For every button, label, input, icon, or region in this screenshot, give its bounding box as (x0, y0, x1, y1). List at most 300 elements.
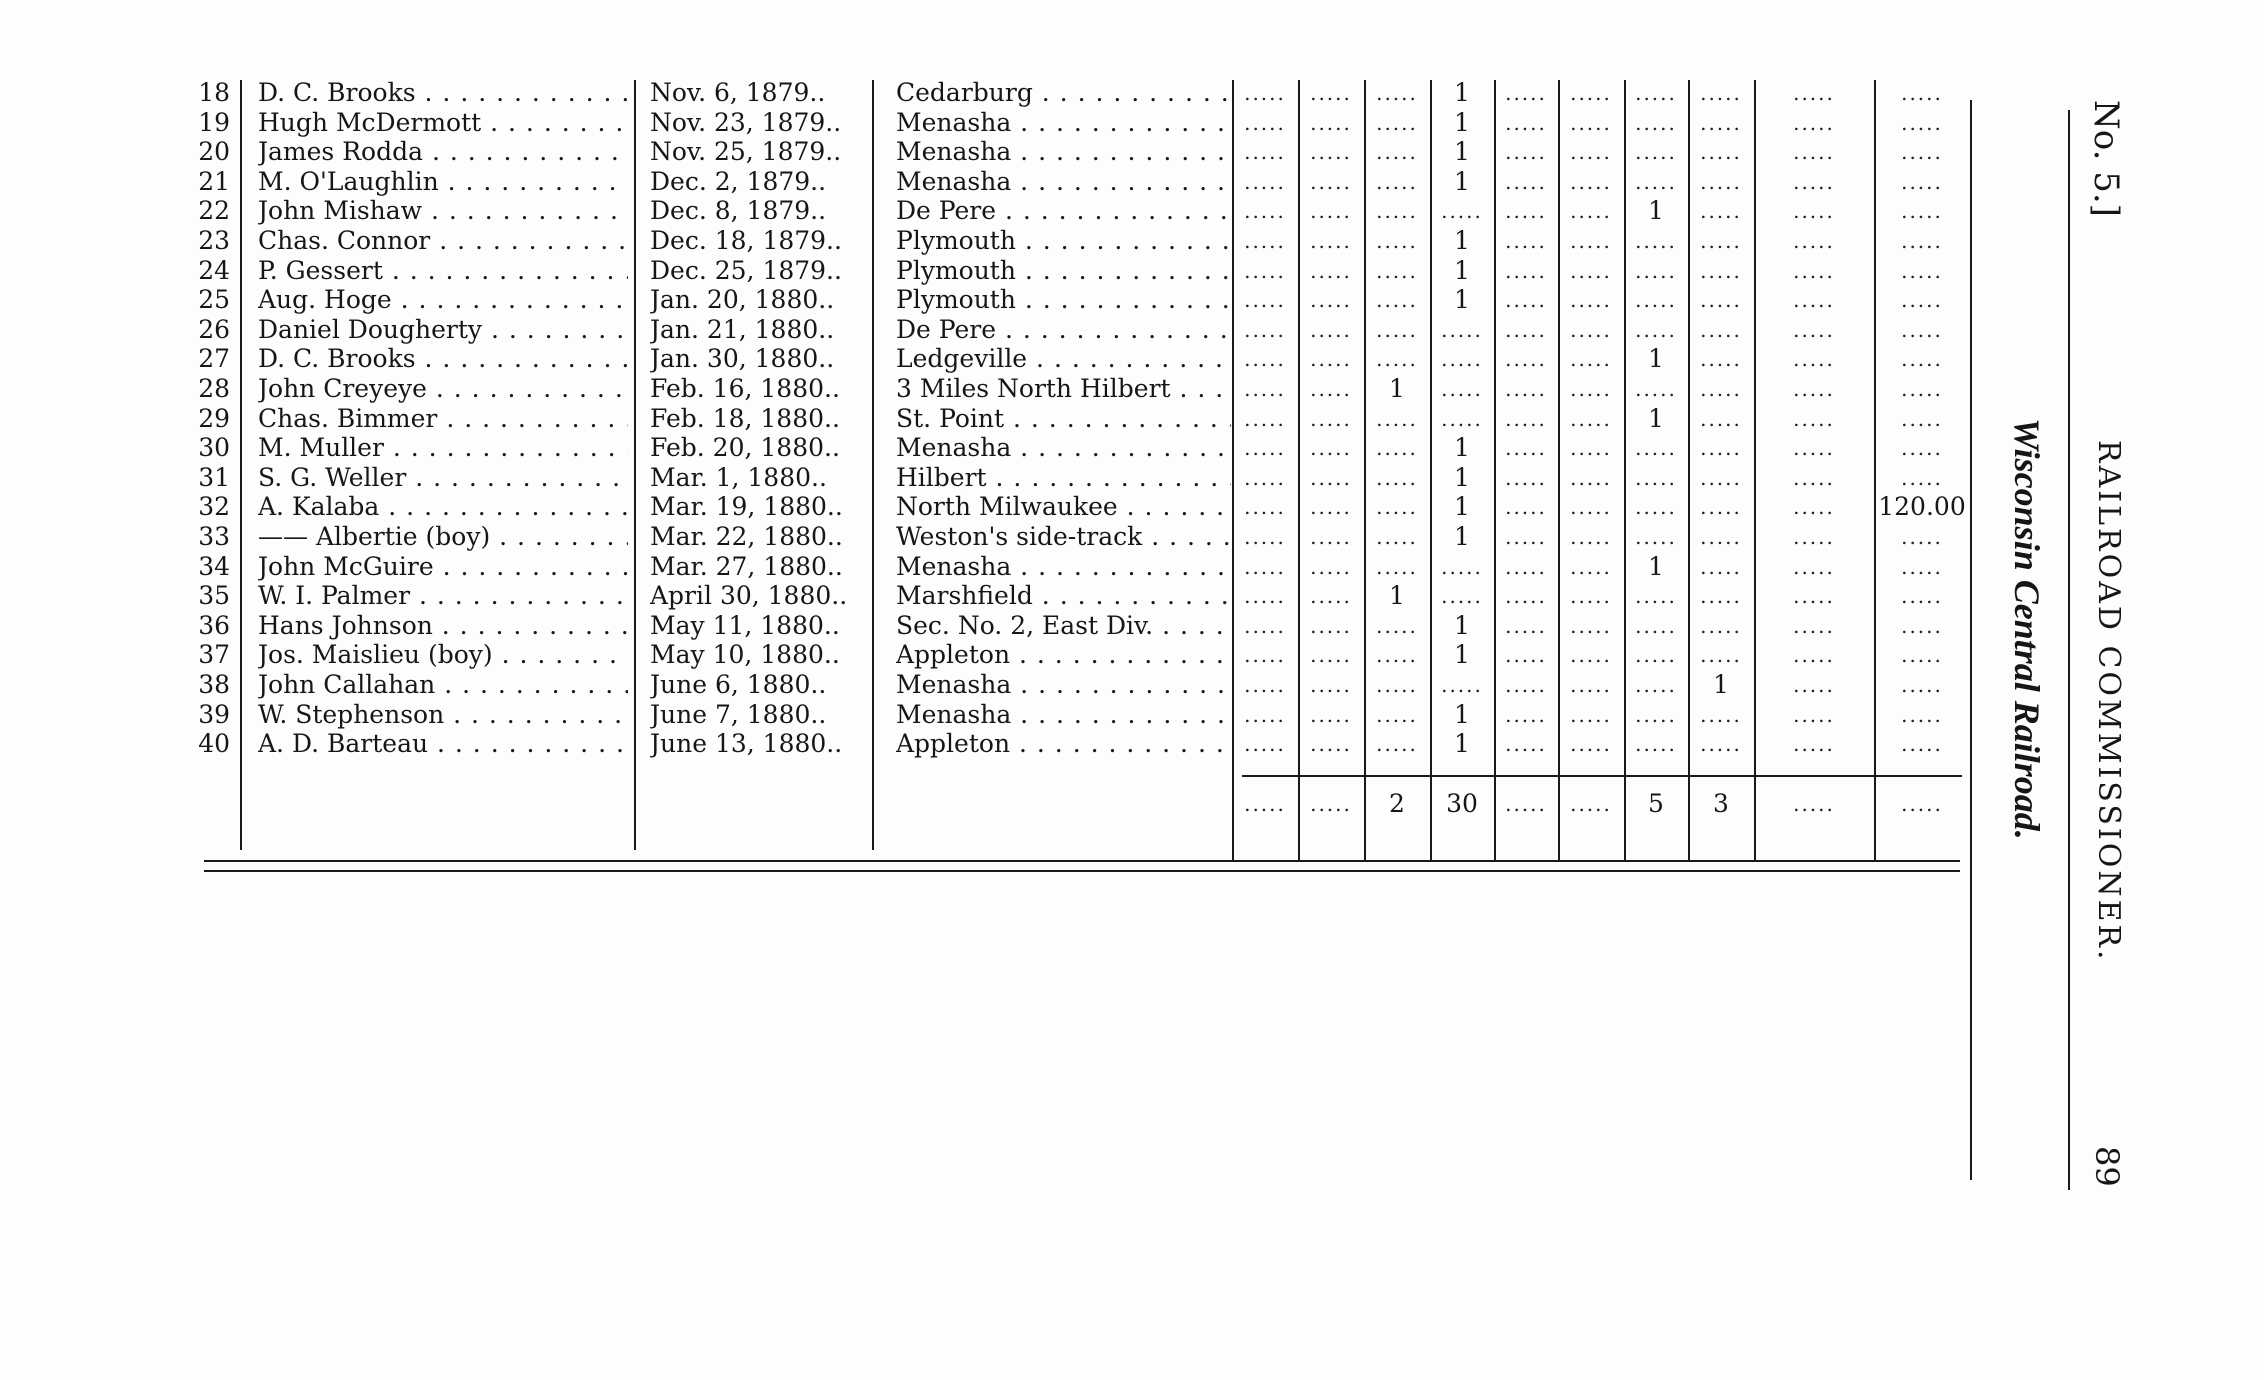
dot-leader: ..... (1635, 525, 1677, 549)
dot-leader: ..... (1700, 110, 1742, 135)
dot-leader: ..... (1310, 554, 1352, 579)
dot-leader: ..... (1570, 288, 1612, 313)
dot-leader: ..... (1244, 169, 1286, 194)
table-bottom-rule (204, 870, 1960, 872)
dot-leader: ..... (1244, 584, 1286, 609)
row-number: 38 (198, 670, 230, 699)
dot-leader: ..... (1700, 406, 1742, 431)
column-rule (2068, 110, 2070, 1190)
dot-leader: ..... (1310, 288, 1352, 313)
value-cell: 1 (1648, 344, 1664, 374)
value-cell: 1 (1648, 196, 1664, 226)
dot-leader: ..... (1901, 110, 1943, 135)
row-number: 36 (198, 610, 230, 640)
row-number: 35 (198, 581, 230, 611)
dot-leader: ..... (1793, 495, 1835, 520)
dot-leader: ..... (1244, 613, 1286, 638)
dot-leader: ..... (1505, 199, 1547, 224)
row-number: 27 (198, 344, 230, 374)
dot-leader: ..... (1244, 495, 1286, 520)
column-rule (872, 80, 874, 850)
dot-leader: ..... (1310, 673, 1352, 697)
value-cell: 120.00 (1878, 492, 1966, 522)
total-rule (1242, 775, 1962, 777)
dot-leader: ..... (1635, 613, 1677, 638)
accident-place: Appleton . . . (896, 729, 1231, 759)
dot-leader: ..... (1793, 436, 1835, 461)
dot-leader: ..... (1376, 169, 1418, 194)
dot-leader: ..... (1793, 584, 1835, 609)
dot-leader: ..... (1901, 436, 1943, 461)
dot-leader: ..... (1700, 495, 1742, 520)
dot-leader: ..... (1244, 317, 1286, 342)
dot-leader: ..... (1505, 229, 1547, 253)
accident-place: St. Point . . . (896, 404, 1231, 434)
dot-leader: ..... (1505, 258, 1547, 283)
dot-leader: ..... (1505, 347, 1547, 372)
total-cell: 3 (1713, 788, 1729, 818)
person-name: D. C. Brooks . . . (258, 344, 628, 374)
person-name: W. I. Palmer . . . (258, 581, 628, 611)
dot-leader: ..... (1244, 525, 1286, 549)
dot-leader: ..... (1901, 140, 1943, 165)
table-row (0, 729, 1980, 759)
person-name: John McGuire . . . (258, 552, 628, 582)
accident-place: Hilbert . . . (896, 463, 1231, 493)
dot-leader: ..... (1570, 525, 1612, 549)
dot-leader: ..... (1376, 465, 1418, 490)
dot-leader: ..... (1505, 436, 1547, 461)
accident-place: Plymouth . . . (896, 285, 1231, 315)
table-row (0, 552, 1980, 582)
dot-leader: ..... (1570, 465, 1612, 490)
dot-leader: ..... (1505, 584, 1547, 609)
dot-leader: ..... (1376, 643, 1418, 668)
dot-leader: ..... (1570, 169, 1612, 194)
value-cell: 1 (1454, 285, 1470, 315)
section-title: Wisconsin Central Railroad. (2007, 418, 2047, 840)
dot-leader: ..... (1570, 495, 1612, 520)
dot-leader: ..... (1635, 140, 1677, 165)
value-cell: 1 (1454, 107, 1470, 137)
dot-leader: ..... (1505, 525, 1547, 549)
dot-leader: ..... (1570, 584, 1612, 609)
document-number: No. 5.] (2086, 100, 2126, 217)
dot-leader: ..... (1505, 613, 1547, 638)
accident-place: Menasha . . . (896, 167, 1231, 197)
dot-leader: ..... (1244, 702, 1286, 727)
dot-leader: ..... (1441, 673, 1483, 697)
column-rule (1298, 80, 1300, 860)
total-cell: 30 (1446, 788, 1478, 818)
dot-leader: ..... (1310, 406, 1352, 431)
dot-leader: ..... (1700, 229, 1742, 253)
dot-leader: ..... (1635, 495, 1677, 520)
dot-leader: ..... (1635, 229, 1677, 253)
value-cell: 1 (1454, 462, 1470, 492)
person-name: Aug. Hoge . . . (258, 285, 628, 315)
table-row (0, 611, 1980, 641)
dot-leader: ..... (1901, 732, 1943, 757)
accident-place: Menasha . . . (896, 108, 1231, 138)
accident-date: Mar. 22, 1880.. (650, 522, 843, 551)
dot-leader: ..... (1441, 347, 1483, 372)
dot-leader: ..... (1793, 229, 1835, 253)
dot-leader: ..... (1244, 258, 1286, 283)
row-number: 19 (198, 107, 230, 137)
accident-date: Jan. 30, 1880.. (650, 344, 835, 374)
value-cell: 1 (1454, 226, 1470, 255)
dot-leader: ..... (1244, 554, 1286, 579)
dot-leader: ..... (1700, 436, 1742, 461)
dot-leader: ..... (1441, 554, 1483, 579)
accident-place: Weston's side-track . . . (896, 522, 1231, 552)
dot-leader: ..... (1635, 81, 1677, 105)
dot-leader: ..... (1310, 436, 1352, 461)
value-cell: 1 (1454, 78, 1470, 107)
dot-leader: ..... (1700, 643, 1742, 668)
row-number: 34 (198, 551, 230, 581)
dot-leader: ..... (1635, 288, 1677, 313)
person-name: A. Kalaba . . . (258, 492, 628, 522)
value-cell: 1 (1389, 581, 1405, 611)
dot-leader: ..... (1310, 791, 1352, 816)
dot-leader: ..... (1635, 317, 1677, 342)
dot-leader: ..... (1376, 732, 1418, 757)
dot-leader: ..... (1635, 702, 1677, 727)
dot-leader: ..... (1793, 643, 1835, 668)
accident-date: Mar. 1, 1880.. (650, 462, 827, 492)
dot-leader: ..... (1635, 673, 1677, 697)
dot-leader: ..... (1244, 791, 1286, 816)
dot-leader: ..... (1793, 613, 1835, 638)
dot-leader: ..... (1570, 229, 1612, 253)
dot-leader: ..... (1901, 465, 1943, 490)
dot-leader: ..... (1244, 673, 1286, 697)
dot-leader: ..... (1310, 465, 1352, 490)
dot-leader: ..... (1635, 377, 1677, 401)
table-row (0, 404, 1980, 434)
value-cell: 1 (1648, 403, 1664, 433)
accident-place: Plymouth . . . (896, 256, 1231, 286)
person-name: John Creyeye . . . (258, 374, 628, 404)
dot-leader: ..... (1700, 554, 1742, 579)
person-name: Daniel Dougherty . . . (258, 315, 628, 345)
accident-date: April 30, 1880.. (650, 581, 848, 611)
dot-leader: ..... (1376, 229, 1418, 253)
dot-leader: ..... (1570, 702, 1612, 727)
dot-leader: ..... (1441, 584, 1483, 609)
row-number: 37 (198, 640, 230, 670)
accident-date: Dec. 2, 1879.. (650, 166, 827, 196)
row-number: 21 (198, 166, 230, 196)
dot-leader: ..... (1635, 110, 1677, 135)
dot-leader: ..... (1570, 199, 1612, 224)
accident-date: Feb. 16, 1880.. (650, 374, 840, 403)
person-name: Jos. Maislieu (boy) . . . (258, 640, 628, 670)
dot-leader: ..... (1505, 377, 1547, 401)
table-row (0, 256, 1980, 286)
dot-leader: ..... (1376, 525, 1418, 549)
dot-leader: ..... (1505, 288, 1547, 313)
table-row (0, 581, 1980, 611)
dot-leader: ..... (1793, 791, 1835, 816)
table-row (0, 522, 1980, 552)
dot-leader: ..... (1376, 673, 1418, 697)
dot-leader: ..... (1310, 229, 1352, 253)
dot-leader: ..... (1376, 347, 1418, 372)
table-row (0, 700, 1980, 730)
dot-leader: ..... (1793, 702, 1835, 727)
person-name: P. Gessert . . . (258, 256, 628, 286)
dot-leader: ..... (1570, 110, 1612, 135)
dot-leader: ..... (1793, 110, 1835, 135)
accident-date: Feb. 18, 1880.. (650, 403, 840, 433)
dot-leader: ..... (1310, 643, 1352, 668)
row-number: 33 (198, 522, 230, 551)
accident-place: De Pere . . . (896, 196, 1231, 226)
dot-leader: ..... (1570, 436, 1612, 461)
dot-leader: ..... (1570, 643, 1612, 668)
person-name: A. D. Barteau . . . (258, 729, 628, 759)
dot-leader: ..... (1700, 732, 1742, 757)
dot-leader: ..... (1570, 673, 1612, 697)
dot-leader: ..... (1244, 81, 1286, 105)
person-name: D. C. Brooks . . . (258, 78, 628, 108)
accident-date: Nov. 25, 1879.. (650, 137, 842, 167)
dot-leader: ..... (1901, 791, 1943, 816)
dot-leader: ..... (1901, 702, 1943, 727)
dot-leader: ..... (1244, 140, 1286, 165)
accident-date: June 13, 1880.. (650, 729, 843, 759)
dot-leader: ..... (1570, 317, 1612, 342)
value-cell: 1 (1454, 255, 1470, 285)
column-rule (1364, 80, 1366, 860)
dot-leader: ..... (1793, 732, 1835, 757)
table-row (0, 226, 1980, 256)
dot-leader: ..... (1901, 199, 1943, 224)
accident-place: 3 Miles North Hilbert . . . (896, 374, 1231, 404)
dot-leader: ..... (1901, 229, 1943, 253)
dot-leader: ..... (1505, 732, 1547, 757)
dot-leader: ..... (1793, 673, 1835, 697)
dot-leader: ..... (1793, 169, 1835, 194)
column-rule (1970, 100, 1972, 1180)
person-name: John Callahan . . . (258, 670, 628, 700)
total-cell: 5 (1648, 788, 1664, 818)
person-name: Hugh McDermott . . . (258, 108, 628, 138)
table-row (0, 196, 1980, 226)
row-number: 23 (198, 226, 230, 255)
dot-leader: ..... (1310, 81, 1352, 105)
dot-leader: ..... (1310, 702, 1352, 727)
dot-leader: ..... (1441, 406, 1483, 431)
person-name: S. G. Weller . . . (258, 463, 628, 493)
dot-leader: ..... (1901, 258, 1943, 283)
accident-place: Plymouth . . . (896, 226, 1231, 256)
accident-date: Nov. 23, 1879.. (650, 107, 842, 137)
dot-leader: ..... (1570, 377, 1612, 401)
dot-leader: ..... (1244, 732, 1286, 757)
value-cell: 1 (1454, 433, 1470, 463)
dot-leader: ..... (1376, 613, 1418, 638)
table-row (0, 640, 1980, 670)
dot-leader: ..... (1505, 702, 1547, 727)
dot-leader: ..... (1700, 140, 1742, 165)
dot-leader: ..... (1700, 584, 1742, 609)
dot-leader: ..... (1376, 199, 1418, 224)
dot-leader: ..... (1310, 613, 1352, 638)
accident-place: Ledgeville . . . (896, 344, 1231, 374)
dot-leader: ..... (1635, 258, 1677, 283)
row-number: 22 (198, 196, 230, 226)
dot-leader: ..... (1793, 525, 1835, 549)
dot-leader: ..... (1793, 377, 1835, 401)
column-rule (1558, 80, 1560, 860)
dot-leader: ..... (1505, 465, 1547, 490)
accident-place: Sec. No. 2, East Div. . . . (896, 611, 1231, 641)
running-title: RAILROAD COMMISSIONER. (2091, 440, 2126, 963)
dot-leader: ..... (1901, 317, 1943, 342)
dot-leader: ..... (1570, 406, 1612, 431)
person-name: W. Stephenson . . . (258, 700, 628, 730)
column-rule (1232, 80, 1234, 860)
accident-place: North Milwaukee . . . (896, 492, 1231, 522)
dot-leader: ..... (1793, 465, 1835, 490)
dot-leader: ..... (1793, 81, 1835, 105)
dot-leader: ..... (1244, 436, 1286, 461)
accident-date: Dec. 25, 1879.. (650, 255, 842, 285)
column-rule (1430, 80, 1432, 860)
dot-leader: ..... (1244, 377, 1286, 401)
dot-leader: ..... (1505, 81, 1547, 105)
accident-date: Jan. 21, 1880.. (650, 314, 835, 344)
accident-date: Jan. 20, 1880.. (650, 285, 835, 315)
table-row (0, 315, 1980, 345)
totals-row (0, 789, 1980, 819)
table-row (0, 374, 1980, 404)
accident-date: May 10, 1880.. (650, 640, 840, 670)
dot-leader: ..... (1700, 258, 1742, 283)
row-number: 24 (198, 255, 230, 285)
dot-leader: ..... (1570, 791, 1612, 816)
person-name: John Mishaw . . . (258, 196, 628, 226)
table-row (0, 78, 1980, 108)
dot-leader: ..... (1570, 81, 1612, 105)
accident-date: Dec. 8, 1879.. (650, 196, 827, 226)
value-cell: 1 (1389, 374, 1405, 403)
row-number: 30 (198, 433, 230, 463)
dot-leader: ..... (1793, 554, 1835, 579)
dot-leader: ..... (1901, 584, 1943, 609)
row-number: 32 (198, 492, 230, 522)
column-rule (1494, 80, 1496, 860)
row-number: 28 (198, 374, 230, 403)
dot-leader: ..... (1700, 317, 1742, 342)
dot-leader: ..... (1793, 317, 1835, 342)
value-cell: 1 (1713, 670, 1729, 699)
dot-leader: ..... (1310, 110, 1352, 135)
dot-leader: ..... (1244, 406, 1286, 431)
dot-leader: ..... (1244, 199, 1286, 224)
dot-leader: ..... (1376, 288, 1418, 313)
table-row (0, 167, 1980, 197)
value-cell: 1 (1454, 522, 1470, 551)
row-number: 18 (198, 78, 230, 107)
accident-place: Menasha . . . (896, 137, 1231, 167)
value-cell: 1 (1648, 551, 1664, 581)
total-cell: 2 (1389, 788, 1405, 818)
accident-date: May 11, 1880.. (650, 610, 840, 640)
row-number: 31 (198, 462, 230, 492)
row-number: 29 (198, 403, 230, 433)
column-rule (1624, 80, 1626, 860)
table-row (0, 670, 1980, 700)
table-row (0, 433, 1980, 463)
accident-place: Menasha . . . (896, 700, 1231, 730)
value-cell: 1 (1454, 640, 1470, 670)
value-cell: 1 (1454, 137, 1470, 167)
dot-leader: ..... (1376, 317, 1418, 342)
column-rule (1688, 80, 1690, 860)
person-name: Chas. Connor . . . (258, 226, 628, 256)
dot-leader: ..... (1570, 347, 1612, 372)
dot-leader: ..... (1901, 554, 1943, 579)
dot-leader: ..... (1700, 347, 1742, 372)
accident-date: June 6, 1880.. (650, 670, 827, 699)
dot-leader: ..... (1441, 317, 1483, 342)
dot-leader: ..... (1310, 584, 1352, 609)
dot-leader: ..... (1901, 673, 1943, 697)
person-name: Chas. Bimmer . . . (258, 404, 628, 434)
dot-leader: ..... (1310, 495, 1352, 520)
dot-leader: ..... (1700, 613, 1742, 638)
dot-leader: ..... (1505, 791, 1547, 816)
value-cell: 1 (1454, 610, 1470, 640)
dot-leader: ..... (1901, 377, 1943, 401)
dot-leader: ..... (1700, 199, 1742, 224)
dot-leader: ..... (1441, 199, 1483, 224)
dot-leader: ..... (1793, 347, 1835, 372)
dot-leader: ..... (1635, 584, 1677, 609)
dot-leader: ..... (1310, 732, 1352, 757)
dot-leader: ..... (1570, 613, 1612, 638)
row-number: 20 (198, 137, 230, 167)
dot-leader: ..... (1244, 288, 1286, 313)
dot-leader: ..... (1505, 673, 1547, 697)
column-rule (1874, 80, 1876, 860)
dot-leader: ..... (1901, 81, 1943, 105)
dot-leader: ..... (1376, 702, 1418, 727)
dot-leader: ..... (1700, 702, 1742, 727)
dot-leader: ..... (1310, 199, 1352, 224)
accident-place: Menasha . . . (896, 433, 1231, 463)
dot-leader: ..... (1376, 140, 1418, 165)
page-number: 89 (2088, 1146, 2126, 1187)
dot-leader: ..... (1635, 732, 1677, 757)
value-cell: 1 (1454, 729, 1470, 759)
dot-leader: ..... (1700, 525, 1742, 549)
dot-leader: ..... (1700, 465, 1742, 490)
accident-place: Cedarburg . . . (896, 78, 1231, 108)
accident-date: Mar. 27, 1880.. (650, 551, 843, 581)
accident-place: Appleton . . . (896, 640, 1231, 670)
accident-place: Menasha . . . (896, 670, 1231, 700)
dot-leader: ..... (1793, 288, 1835, 313)
dot-leader: ..... (1376, 406, 1418, 431)
dot-leader: ..... (1793, 140, 1835, 165)
dot-leader: ..... (1441, 377, 1483, 401)
